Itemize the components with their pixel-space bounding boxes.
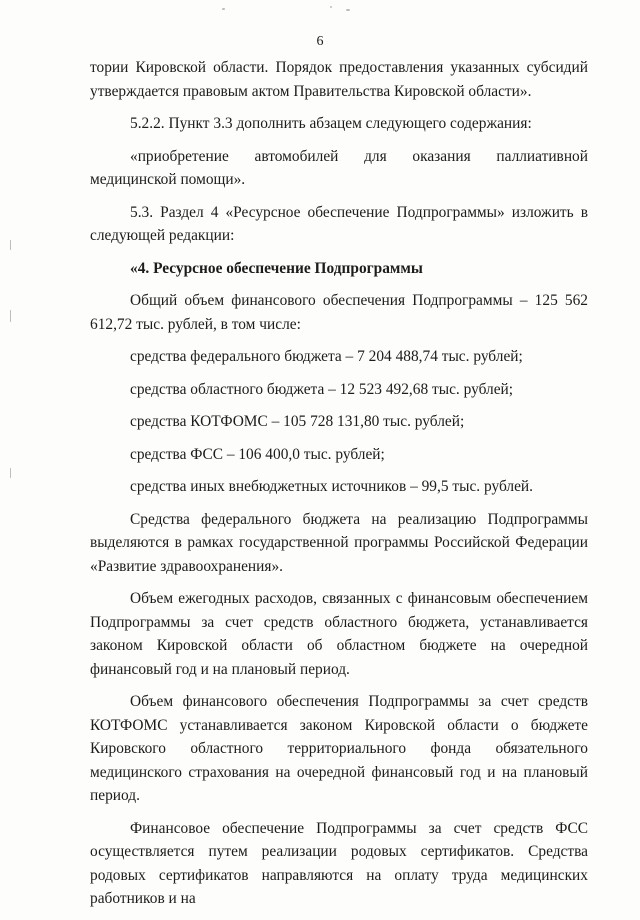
funding-other: средства иных внебюджетных источников – 99,5 тыс. рублей. (130, 478, 534, 495)
paragraph-kotfoms-funding: Объем финансового обеспечения Подпрограммы за счет средств КОТФОМС устанавливается законом Кировской области о бюджете Кировского областного территориального фонда обязательного медицинского страхования на очередной финансовый год и на плановый период. (90, 693, 588, 804)
scan-speck (10, 240, 11, 250)
paragraph-total-funding: Общий объем финансового обеспечения Подпрограммы – 125 562 612,72 тыс. рублей, в том числе: (90, 292, 588, 333)
funding-federal: средства федерального бюджета – 7 204 488,74 тыс. рублей; (130, 348, 523, 365)
paragraph-subsidies-order: тории Кировской области. Порядок предоставления указанных субсидий утверждается правовым актом Правительства Кировской области». (90, 59, 588, 100)
paragraph-vehicles: «приобретение автомобилей для оказания паллиативной медицинской помощи». (90, 147, 588, 188)
paragraph-annual-expenses: Объем ежегодных расходов, связанных с финансовым обеспечением Подпрограммы за счет средств областного бюджета, устанавливается законом Кировской области об областном бюджете на очередной финансовый год и на плановый период. (90, 590, 588, 678)
paragraph-fss-funding: Финансовое обеспечение Подпрограммы за счет средств ФСС осуществляется путем реализации родовых сертификатов. Средства родовых сертификатов направляются на оплату труда медицинских работников и на (90, 819, 588, 907)
paragraph-5-3: 5.3. Раздел 4 «Ресурсное обеспечение Подпрограммы» изложить в следующей редакции: (90, 203, 588, 244)
funding-kotfoms: средства КОТФОМС – 105 728 131,80 тыс. рублей; (130, 413, 465, 430)
funding-regional: средства областного бюджета – 12 523 492,68 тыс. рублей; (130, 380, 514, 398)
page-number: 6 (316, 34, 324, 49)
paragraph-5-2-2: 5.2.2. Пункт 3.3 дополнить абзацем следующего содержания: (130, 115, 532, 132)
paragraph-federal-program: Средства федерального бюджета на реализацию Подпрограммы выделяются в рамках государственной программы Российской Федерации «Развитие здравоохранения». (90, 510, 588, 575)
scan-speck (330, 6, 332, 8)
document-body (90, 56, 588, 920)
section-heading: «4. Ресурсное обеспечение Подпрограммы (130, 259, 423, 277)
funding-fss: средства ФСС – 106 400,0 тыс. рублей; (130, 445, 385, 463)
scan-speck (222, 8, 225, 10)
scan-speck (10, 310, 11, 322)
scan-speck (10, 468, 11, 478)
scan-speck (346, 9, 350, 11)
